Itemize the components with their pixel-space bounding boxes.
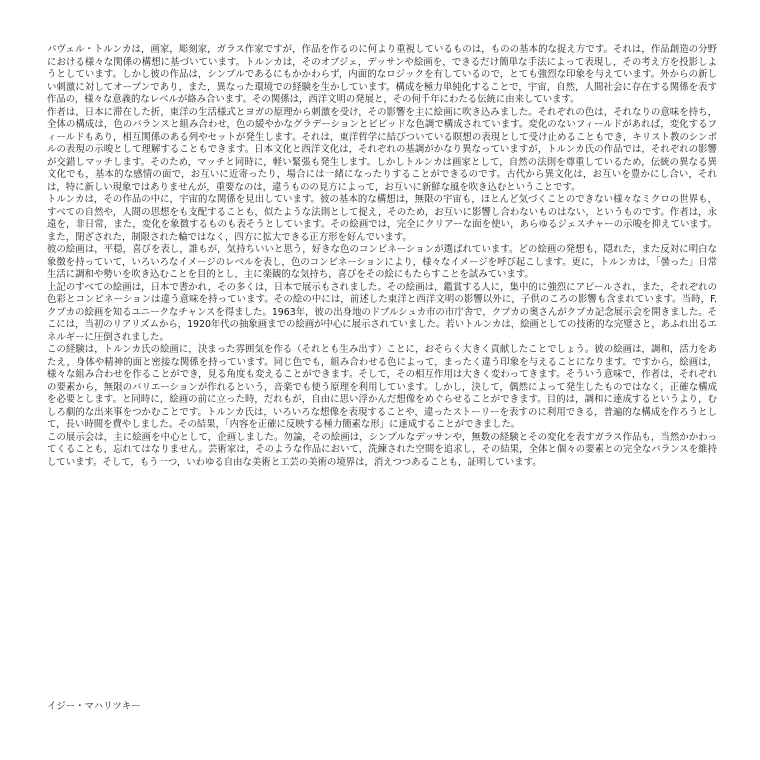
author-name: イジー・マハリツキー	[47, 701, 141, 712]
paragraph-4: 彼の絵画は，平穏，喜びを表し，誰もが，気持ちいいと思う，好きな色のコンビネーションが選ばれています。どの絵画の発想も，隠れた，また反対に明白な象徴を持っていて，いろいろなイメージのレベルを表し，色のコンビネーションにより，様々なイメージを呼び起こします。更に，トルンカは，「曇った」日常生活に調和や勢いを吹き込むことを目的とし，主に楽観的な気持ち，喜びをその絵にもたらすことを試みています。	[47, 244, 717, 280]
paragraph-7: この展示会は，主に絵画を中心として，企画しました。勿論，その絵画は，シンプルなデッサンや，無数の経験とその変化を表すガラス作品も，当然かかわってくることも，忘れてはなりません。芸術家は，そのような作品において，洗練された空間を追求し，その結果，全体と個々の要素との完全なバランスを維持しています。そして，もう一つ，いわゆる自由な美術と工芸の美術の境界は，消えつつあることも，証明しています。	[47, 431, 717, 468]
paragraph-1: パヴェル・トルンカは，画家，彫刻家，ガラス作家ですが，作品を作るのに何より重視しているものは，ものの基本的な捉え方です。それは，作品創造の分野における様々な関係の構想に基づいています。トルンカは，そのオブジェ，デッサンや絵画を，できるだけ簡単な手法によって表現し，その考え方を投影しようとしています。しかし彼の作品は，シンプルであるにもかかわらず，内面的なロジックを有しているので，とても強烈な印象を与えています。外からの新しい刺激に対してオープンであり，また，異なった環境での経験を生かしています。構成を極力単純化することで，宇宙，自然，人間社会に存在する関係を表す作品の，様々な意義的なレベルが絡み合います。その関係は，西洋文明の発展と，その何千年にわたる伝統に由来しています。	[47, 44, 717, 105]
paragraph-5: 上記のすべての絵画は，日本で書かれ，その多くは，日本で展示もされました。その絵画は，鑑賞する人に，集中的に強烈にアピールされ，また，それぞれの色彩とコンビネーションは違う意味を持っています。その絵の中には，前述した東洋と西洋文明の影響以外に，子供のころの影響も含まれています。当時，F.クプカの絵画を知るユニークなチャンスを得ました。1963年，彼の出身地のドブルシュカ市の市庁舎で，クプカの奥さんがクプカ記念展示会を開きました。そこには，当初のリアリズムから，1920年代の抽象画までの絵画が中心に展示されていました。若いトルンカは，絵画としての技術的な完璧さと，あふれ出るエネルギーに圧倒されました。	[47, 281, 717, 343]
paragraph-2: 作者は，日本に滞在した折，東洋の生活様式とヨガの原理から刺激を受け，その影響を主に絵画に吹き込みました。それぞれの色は，それなりの意味を持ち，全体の構成は，色のバランスと組み合わせ，色の緩やかなグラデーションとビビッドな色調で構成されています。変化のないフィールドがあれば，変化するフィールドもあり，相互関係のある列やセットが発生します。それは，東洋哲学に結びついている瞑想の表現として受け止めることもでき，キリスト教のシンボルの表現の示唆として理解することもできます。日本文化と西洋文化は，それぞれの基調がかなり異なっていますが，トルンカ氏の作品では，それぞれの影響が交錯しマッチします。そのため，マッチと同時に，軽い緊張も発生します。しかしトルンカは画家として，自然の法則を尊重しているため，伝統の異なる異文化でも，基本的な感情の面で，お互いに近寄ったり，場合には一緒になったりすることができるのです。古代から異文化は，お互いを豊かにし合い，それは，特に新しい現象ではありませんが，重要なのは，違うものの見方によって，お互いに新鮮な風を吹き込むということです。	[47, 106, 717, 193]
paragraph-6: この経験は，トルンカ氏の絵画に，決まった雰囲気を作る（それとも生み出す）ことに，おそらく大きく貢献したことでしょう。彼の絵画は，調和，活力をあたえ，身体や精神的面と密接な関係を持っています。同じ色でも，組み合わせる色によって，まったく違う印象を与えることになります。ですから，絵画は，様々な組み合わせを作ることができ，見る角度も変えることができます。そして，その相互作用は大きく変わってきます。そういう意味で，作者は，それぞれの要素から，無限のバリエーションが作れるという，音楽でも使う原理を利用しています。しかし，決して，偶然によって発生したものではなく，正確な構成を必要とします。と同時に，絵画の前に立った時，だれもが，自由に思い浮かんだ想像をめぐらせることができます。目的は，調和に達成するというより，むしろ劇的な出来事をつかむことです。トルンカ氏は，いろいろな想像を表現することや，違ったストーリーを表すのに利用できる，普遍的な構成を作ろうとして，長い時間を費やしました。その結果，「内容を正確に反映する極力簡素な形」に達成することができました。	[47, 344, 717, 430]
essay-body	[47, 44, 717, 469]
paragraph-3: トルンカは，その作品の中に，宇宙的な関係を見出しています。彼の基本的な構想は，無限の宇宙も，ほとんど気づくことのできない様々なミクロの世界も，すべての自然や，人間の思想をも支配することも，似たような法則として捉え，そのため，お互いに影響し合わないものはない，というものです。作者は，永遠を，非日常，また，変化を象徴するものも表そうとしています。その絵画では，完全にクリアーな面を使い，あらゆるジェスチャーの示唆を抑えています。また，閉ざされた，制限された輪ではなく，四方に拡大できる正方形を好んでいます。	[47, 194, 717, 243]
